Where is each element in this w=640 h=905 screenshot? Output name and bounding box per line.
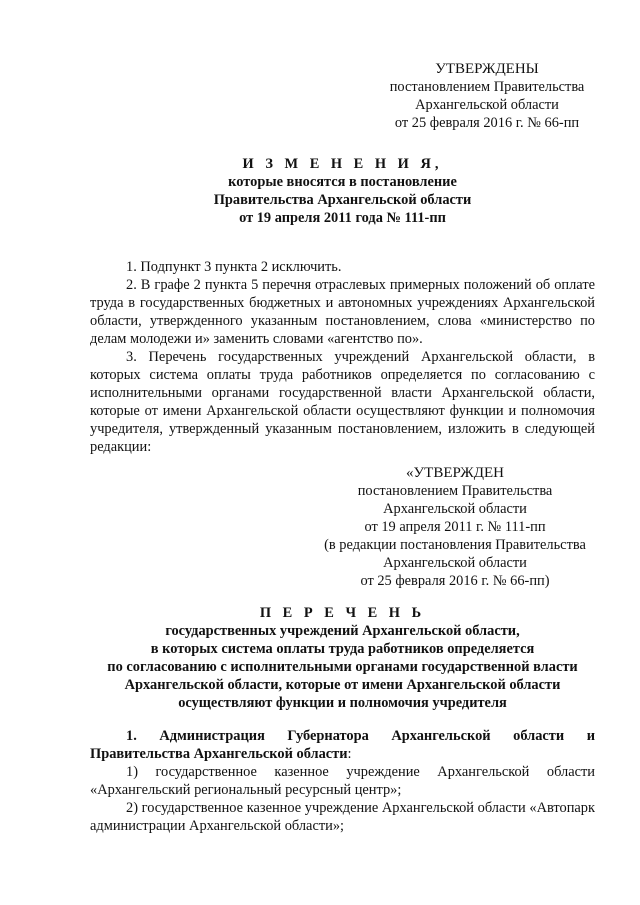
- section-1-title: 1. Администрация Губернатора Архангельской области и Правительства Архангельской области: [90, 728, 595, 762]
- list-sections: [90, 727, 595, 835]
- list-item-1: 1) государственное казенное учреждение Архангельской области «Архангельский региональный ресурсный центр»;: [90, 764, 595, 798]
- title-line-3: от 19 апреля 2011 года № 111-пп: [239, 210, 446, 226]
- approval-stamp-2: [300, 464, 610, 590]
- approval-line-1: постановлением Правительства: [389, 79, 585, 95]
- approval2-line-2: Архангельской области: [383, 501, 527, 517]
- list-title: [90, 604, 595, 712]
- approval-heading: УТВЕРЖДЕНЫ: [435, 61, 539, 77]
- approval-stamp: [372, 60, 602, 132]
- list-title-line-1: государственных учреждений Архангельской области,: [165, 623, 520, 639]
- approval2-line-5: Архангельской области: [383, 555, 527, 571]
- body-paragraph-1: 1. Подпункт 3 пункта 2 исключить.: [126, 259, 342, 275]
- list-title-line-4: Архангельской области, которые от имени Архангельской области: [124, 677, 561, 693]
- title-line-1: которые вносятся в постановление: [228, 174, 457, 190]
- title-heading: И З М Е Н Е Н И Я,: [242, 156, 443, 172]
- document-title: [90, 155, 595, 227]
- approval2-line-1: постановлением Правительства: [357, 483, 553, 499]
- list-title-line-3: по согласованию с исполнительными органами государственной власти: [107, 659, 578, 675]
- approval-line-2: Архангельской области: [415, 97, 559, 113]
- list-heading: П Е Р Е Ч Е Н Ь: [259, 605, 426, 621]
- document-body: [90, 258, 595, 456]
- body-paragraph-3: 3. Перечень государственных учреждений Архангельской области, в которых система оплаты труда работников определяется по согласованию с исполнительными органами государственной власти Архангельской области, которые от имени Архангельской области осуществляют функции и полномочия учредителя, утвержденный указанным постановлением, изложить в следующей редакции:: [90, 349, 595, 455]
- section-1-colon: :: [347, 746, 352, 762]
- title-line-2: Правительства Архангельской области: [213, 192, 472, 208]
- list-item-2: 2) государственное казенное учреждение Архангельской области «Автопарк администрации Архангельской области»;: [90, 800, 595, 834]
- list-title-line-5: осуществляют функции и полномочия учредителя: [178, 695, 507, 711]
- section-1-heading: [90, 727, 595, 763]
- approval-line-3: от 25 февраля 2016 г. № 66-пп: [394, 115, 580, 131]
- approval2-line-3: от 19 апреля 2011 г. № 111-пп: [364, 519, 546, 535]
- approval2-line-4: (в редакции постановления Правительства: [324, 537, 586, 553]
- body-paragraph-2: 2. В графе 2 пункта 5 перечня отраслевых примерных положений об оплате труда в государственных бюджетных и автономных учреждениях Архангельской области, утвержденного указанным постановлением, слова «министерство по делам молодежи и» заменить словами «агентство по».: [90, 277, 595, 347]
- list-title-line-2: в которых система оплаты труда работников определяется: [150, 641, 535, 657]
- approval2-line-6: от 25 февраля 2016 г. № 66-пп): [360, 573, 550, 589]
- approval2-heading: «УТВЕРЖДЕН: [406, 465, 504, 481]
